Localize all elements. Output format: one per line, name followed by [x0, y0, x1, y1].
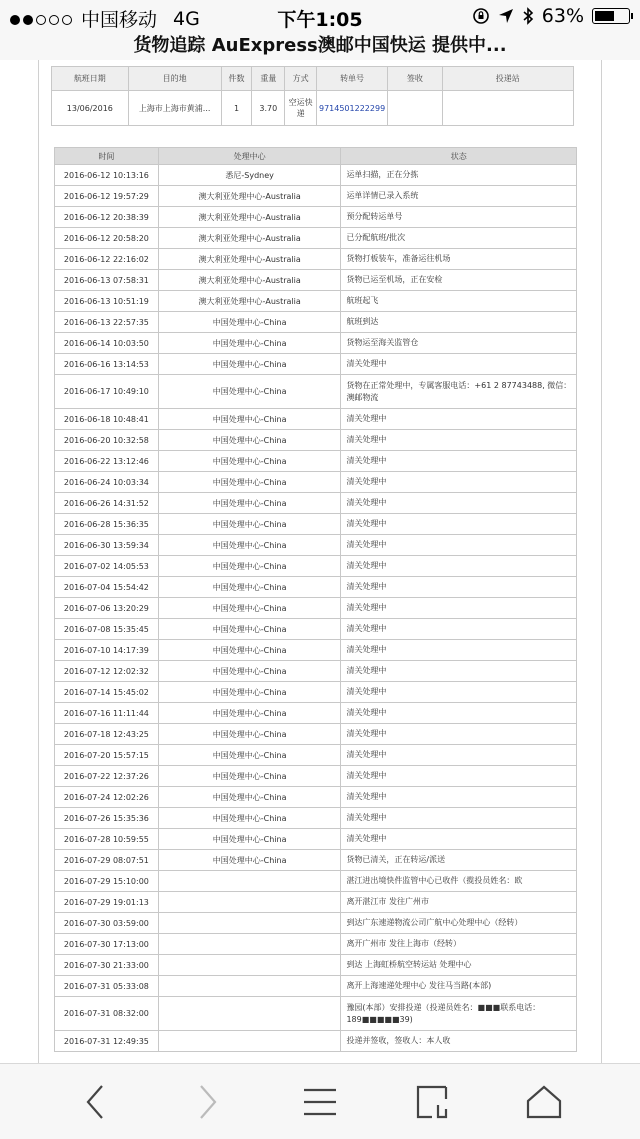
tracking-row — [55, 724, 577, 745]
flight-pieces: 1 — [221, 91, 252, 126]
tracking-center — [158, 892, 341, 913]
tracking-time: 2016-07-12 12:02:32 — [55, 661, 159, 682]
tracking-time: 2016-06-12 10:13:16 — [55, 165, 159, 186]
tracking-status: 货物已运至机场，正在安检 — [341, 270, 577, 291]
tracking-time: 2016-07-28 10:59:55 — [55, 829, 159, 850]
network-type: 4G — [173, 7, 200, 30]
tracking-time: 2016-07-31 08:32:00 — [55, 997, 159, 1031]
flight-station — [442, 91, 573, 126]
tracking-time: 2016-06-20 10:32:58 — [55, 430, 159, 451]
tracking-center: 中国处理中心-China — [158, 682, 341, 703]
tracking-status: 清关处理中 — [341, 598, 577, 619]
hamburger-menu-icon — [303, 1087, 337, 1117]
tracking-row — [55, 291, 577, 312]
status-bar — [0, 0, 640, 32]
tracking-row — [55, 354, 577, 375]
tracking-center: 中国处理中心-China — [158, 312, 341, 333]
tracking-row — [55, 787, 577, 808]
tracking-status: 清关处理中 — [341, 745, 577, 766]
tabs-icon — [416, 1085, 448, 1119]
tracking-status: 清关处理中 — [341, 409, 577, 430]
page-border-left — [38, 60, 39, 1063]
tracking-center: 中国处理中心-China — [158, 556, 341, 577]
tracking-center: 中国处理中心-China — [158, 493, 341, 514]
tracking-time: 2016-07-08 15:35:45 — [55, 619, 159, 640]
tracking-row — [55, 186, 577, 207]
tracking-center: 澳大利亚处理中心-Australia — [158, 207, 341, 228]
tracking-center — [158, 976, 341, 997]
tracking-status: 清关处理中 — [341, 619, 577, 640]
location-arrow-icon — [498, 8, 514, 24]
tracking-row — [55, 207, 577, 228]
chevron-left-icon — [84, 1084, 106, 1120]
tracking-row — [55, 430, 577, 451]
tracking-status: 离开上海速递处理中心 发往马当路(本部) — [341, 976, 577, 997]
tracking-time: 2016-07-14 15:45:02 — [55, 682, 159, 703]
tracking-center — [158, 871, 341, 892]
tracking-time: 2016-06-24 10:03:34 — [55, 472, 159, 493]
tracking-time: 2016-06-28 15:36:35 — [55, 514, 159, 535]
flight-info-table — [51, 66, 574, 126]
tracking-center: 中国处理中心-China — [158, 829, 341, 850]
tracking-time: 2016-06-12 22:16:02 — [55, 249, 159, 270]
tracking-status: 清关处理中 — [341, 724, 577, 745]
tracking-row — [55, 955, 577, 976]
tracking-time: 2016-07-31 05:33:08 — [55, 976, 159, 997]
flight-header-cell: 投递站 — [442, 67, 573, 91]
tracking-row — [55, 375, 577, 409]
tracking-status: 离开湛江市 发往广州市 — [341, 892, 577, 913]
tracking-row — [55, 270, 577, 291]
flight-row — [52, 91, 574, 126]
flight-date: 13/06/2016 — [52, 91, 129, 126]
tracking-row — [55, 850, 577, 871]
tracking-time: 2016-07-24 12:02:26 — [55, 787, 159, 808]
tracking-status: 清关处理中 — [341, 808, 577, 829]
tracking-time: 2016-06-13 07:58:31 — [55, 270, 159, 291]
tracking-time: 2016-07-22 12:37:26 — [55, 766, 159, 787]
tracking-center — [158, 934, 341, 955]
tracking-center — [158, 997, 341, 1031]
tracking-center: 中国处理中心-China — [158, 661, 341, 682]
browser-toolbar — [0, 1063, 640, 1139]
tracking-status: 清关处理中 — [341, 493, 577, 514]
tracking-row — [55, 619, 577, 640]
tracking-time: 2016-06-13 10:51:19 — [55, 291, 159, 312]
tracking-row — [55, 514, 577, 535]
tracking-row — [55, 249, 577, 270]
tracking-time: 2016-07-30 17:13:00 — [55, 934, 159, 955]
tracking-center: 中国处理中心-China — [158, 354, 341, 375]
tracking-time: 2016-06-26 14:31:52 — [55, 493, 159, 514]
tracking-center: 中国处理中心-China — [158, 375, 341, 409]
tracking-time: 2016-06-22 13:12:46 — [55, 451, 159, 472]
flight-method: 空运快递 — [285, 91, 317, 126]
tracking-status: 航班到达 — [341, 312, 577, 333]
tracking-center — [158, 955, 341, 976]
tracking-time: 2016-07-29 19:01:13 — [55, 892, 159, 913]
tracking-time: 2016-07-10 14:17:39 — [55, 640, 159, 661]
tracking-center: 中国处理中心-China — [158, 745, 341, 766]
tracking-row — [55, 745, 577, 766]
tracking-status: 清关处理中 — [341, 514, 577, 535]
back-button[interactable] — [75, 1082, 115, 1122]
tracking-status: 清关处理中 — [341, 787, 577, 808]
tracking-status: 清关处理中 — [341, 766, 577, 787]
web-content[interactable] — [0, 60, 640, 1063]
tracking-status: 货物打板装车，准备运往机场 — [341, 249, 577, 270]
tracking-status: 清关处理中 — [341, 430, 577, 451]
tracking-time: 2016-07-30 21:33:00 — [55, 955, 159, 976]
tracking-center: 中国处理中心-China — [158, 703, 341, 724]
tracking-time: 2016-06-12 20:38:39 — [55, 207, 159, 228]
tracking-time: 2016-07-06 13:20:29 — [55, 598, 159, 619]
flight-header-cell: 件数 — [221, 67, 252, 91]
tracking-time: 2016-06-18 10:48:41 — [55, 409, 159, 430]
tracking-center: 中国处理中心-China — [158, 766, 341, 787]
tracking-time: 2016-06-30 13:59:34 — [55, 535, 159, 556]
tracking-header-cell: 处理中心 — [158, 148, 341, 165]
tracking-row — [55, 165, 577, 186]
clock: 下午1:05 — [277, 9, 363, 31]
tracking-status: 清关处理中 — [341, 535, 577, 556]
tracking-center: 中国处理中心-China — [158, 451, 341, 472]
transfer-number-link[interactable]: 9714501222299 — [316, 91, 387, 126]
page-border-right — [601, 60, 602, 1063]
flight-header-cell: 方式 — [285, 67, 317, 91]
tracking-row — [55, 493, 577, 514]
tracking-status: 货物运至海关监管仓 — [341, 333, 577, 354]
tracking-row — [55, 598, 577, 619]
tracking-status: 投递并签收，签收人：本人收 — [341, 1031, 577, 1052]
tracking-center: 澳大利亚处理中心-Australia — [158, 186, 341, 207]
tracking-center: 中国处理中心-China — [158, 724, 341, 745]
tracking-time: 2016-07-30 03:59:00 — [55, 913, 159, 934]
forward-button[interactable] — [188, 1082, 228, 1122]
battery-icon — [592, 8, 630, 24]
tracking-header-cell: 时间 — [55, 148, 159, 165]
flight-header-cell: 转单号 — [316, 67, 387, 91]
tracking-time: 2016-06-13 22:57:35 — [55, 312, 159, 333]
tracking-time: 2016-07-04 15:54:42 — [55, 577, 159, 598]
tracking-status: 清关处理中 — [341, 451, 577, 472]
tracking-row — [55, 892, 577, 913]
tracking-row — [55, 871, 577, 892]
flight-header-cell: 航班日期 — [52, 67, 129, 91]
tracking-status: 豫园(本部）安排投递（投递员姓名：■■■联系电话：189■■■■■39) — [341, 997, 577, 1031]
tracking-center — [158, 913, 341, 934]
tracking-time: 2016-06-12 19:57:29 — [55, 186, 159, 207]
tracking-status: 运单扫描，正在分拣 — [341, 165, 577, 186]
bluetooth-icon — [522, 7, 534, 25]
tracking-center: 中国处理中心-China — [158, 535, 341, 556]
tracking-center: 中国处理中心-China — [158, 472, 341, 493]
battery-percent: 63% — [541, 5, 584, 27]
tracking-status: 运单详情已录入系统 — [341, 186, 577, 207]
tracking-center: 澳大利亚处理中心-Australia — [158, 249, 341, 270]
tracking-status: 清关处理中 — [341, 556, 577, 577]
tracking-row — [55, 1031, 577, 1052]
home-icon — [526, 1085, 562, 1119]
tracking-row — [55, 808, 577, 829]
tracking-row — [55, 409, 577, 430]
tracking-status: 离开广州市 发往上海市（经转） — [341, 934, 577, 955]
tracking-center: 澳大利亚处理中心-Australia — [158, 291, 341, 312]
tracking-status: 货物在正常处理中，专属客服电话：+61 2 87743488, 微信：澳邮物流 — [341, 375, 577, 409]
tracking-center: 中国处理中心-China — [158, 333, 341, 354]
tracking-row — [55, 472, 577, 493]
flight-header-cell: 签收 — [388, 67, 442, 91]
tracking-row — [55, 640, 577, 661]
tracking-status: 航班起飞 — [341, 291, 577, 312]
flight-destination: 上海市上海市黄浦... — [128, 91, 221, 126]
tracking-row — [55, 312, 577, 333]
flight-weight: 3.70 — [252, 91, 285, 126]
tracking-status: 清关处理中 — [341, 472, 577, 493]
tracking-status: 预分配转运单号 — [341, 207, 577, 228]
tracking-center: 悉尼-Sydney — [158, 165, 341, 186]
tracking-time: 2016-07-29 15:10:00 — [55, 871, 159, 892]
tracking-row — [55, 703, 577, 724]
tracking-time: 2016-07-26 15:35:36 — [55, 808, 159, 829]
tracking-time: 2016-06-16 13:14:53 — [55, 354, 159, 375]
tracking-status: 清关处理中 — [341, 682, 577, 703]
tracking-status: 清关处理中 — [341, 661, 577, 682]
tracking-center: 中国处理中心-China — [158, 640, 341, 661]
tracking-center: 中国处理中心-China — [158, 577, 341, 598]
flight-header-cell: 重量 — [252, 67, 285, 91]
tracking-center: 中国处理中心-China — [158, 619, 341, 640]
tracking-row — [55, 661, 577, 682]
tabs-button[interactable] — [412, 1082, 452, 1122]
tracking-row — [55, 451, 577, 472]
tracking-status: 湛江进出境快件监管中心已收件（揽投员姓名：欧 — [341, 871, 577, 892]
rotation-lock-icon — [472, 7, 490, 25]
chevron-right-icon — [197, 1084, 219, 1120]
page-title: 货物追踪 AuExpress澳邮中国快运 提供中... — [133, 35, 507, 56]
tracking-row — [55, 766, 577, 787]
tracking-row — [55, 228, 577, 249]
tracking-center — [158, 1031, 341, 1052]
flight-header-cell: 目的地 — [128, 67, 221, 91]
tracking-time: 2016-07-16 11:11:44 — [55, 703, 159, 724]
tracking-time: 2016-06-14 10:03:50 — [55, 333, 159, 354]
tracking-row — [55, 913, 577, 934]
tracking-status: 清关处理中 — [341, 829, 577, 850]
tracking-time: 2016-06-12 20:58:20 — [55, 228, 159, 249]
tracking-status: 已分配航班/批次 — [341, 228, 577, 249]
tracking-row — [55, 333, 577, 354]
tracking-row — [55, 556, 577, 577]
tracking-header-cell: 状态 — [341, 148, 577, 165]
tracking-time: 2016-07-02 14:05:53 — [55, 556, 159, 577]
tracking-time: 2016-07-20 15:57:15 — [55, 745, 159, 766]
tracking-time: 2016-07-18 12:43:25 — [55, 724, 159, 745]
tracking-status: 到达 上海虹桥航空转运站 处理中心 — [341, 955, 577, 976]
tracking-center: 中国处理中心-China — [158, 787, 341, 808]
tracking-center: 澳大利亚处理中心-Australia — [158, 228, 341, 249]
tracking-row — [55, 997, 577, 1031]
tracking-center: 中国处理中心-China — [158, 598, 341, 619]
flight-signed — [388, 91, 442, 126]
tracking-center: 澳大利亚处理中心-Australia — [158, 270, 341, 291]
tracking-status: 货物已清关，正在转运/派送 — [341, 850, 577, 871]
tracking-row — [55, 682, 577, 703]
tracking-time: 2016-07-31 12:49:35 — [55, 1031, 159, 1052]
tracking-row — [55, 934, 577, 955]
tracking-row — [55, 976, 577, 997]
tracking-row — [55, 577, 577, 598]
tracking-center: 中国处理中心-China — [158, 409, 341, 430]
tracking-row — [55, 829, 577, 850]
tracking-center: 中国处理中心-China — [158, 430, 341, 451]
menu-button[interactable] — [300, 1082, 340, 1122]
home-button[interactable] — [524, 1082, 564, 1122]
tracking-center: 中国处理中心-China — [158, 850, 341, 871]
tracking-center: 中国处理中心-China — [158, 514, 341, 535]
tracking-time: 2016-07-29 08:07:51 — [55, 850, 159, 871]
tracking-status: 清关处理中 — [341, 640, 577, 661]
tracking-status: 清关处理中 — [341, 703, 577, 724]
tracking-table — [54, 147, 577, 1052]
tracking-status: 清关处理中 — [341, 577, 577, 598]
tracking-status: 清关处理中 — [341, 354, 577, 375]
tracking-status: 到达广东速递物流公司广航中心处理中心（经转） — [341, 913, 577, 934]
carrier-name: 中国移动 — [81, 9, 158, 31]
tracking-center: 中国处理中心-China — [158, 808, 341, 829]
tracking-time: 2016-06-17 10:49:10 — [55, 375, 159, 409]
tracking-row — [55, 535, 577, 556]
